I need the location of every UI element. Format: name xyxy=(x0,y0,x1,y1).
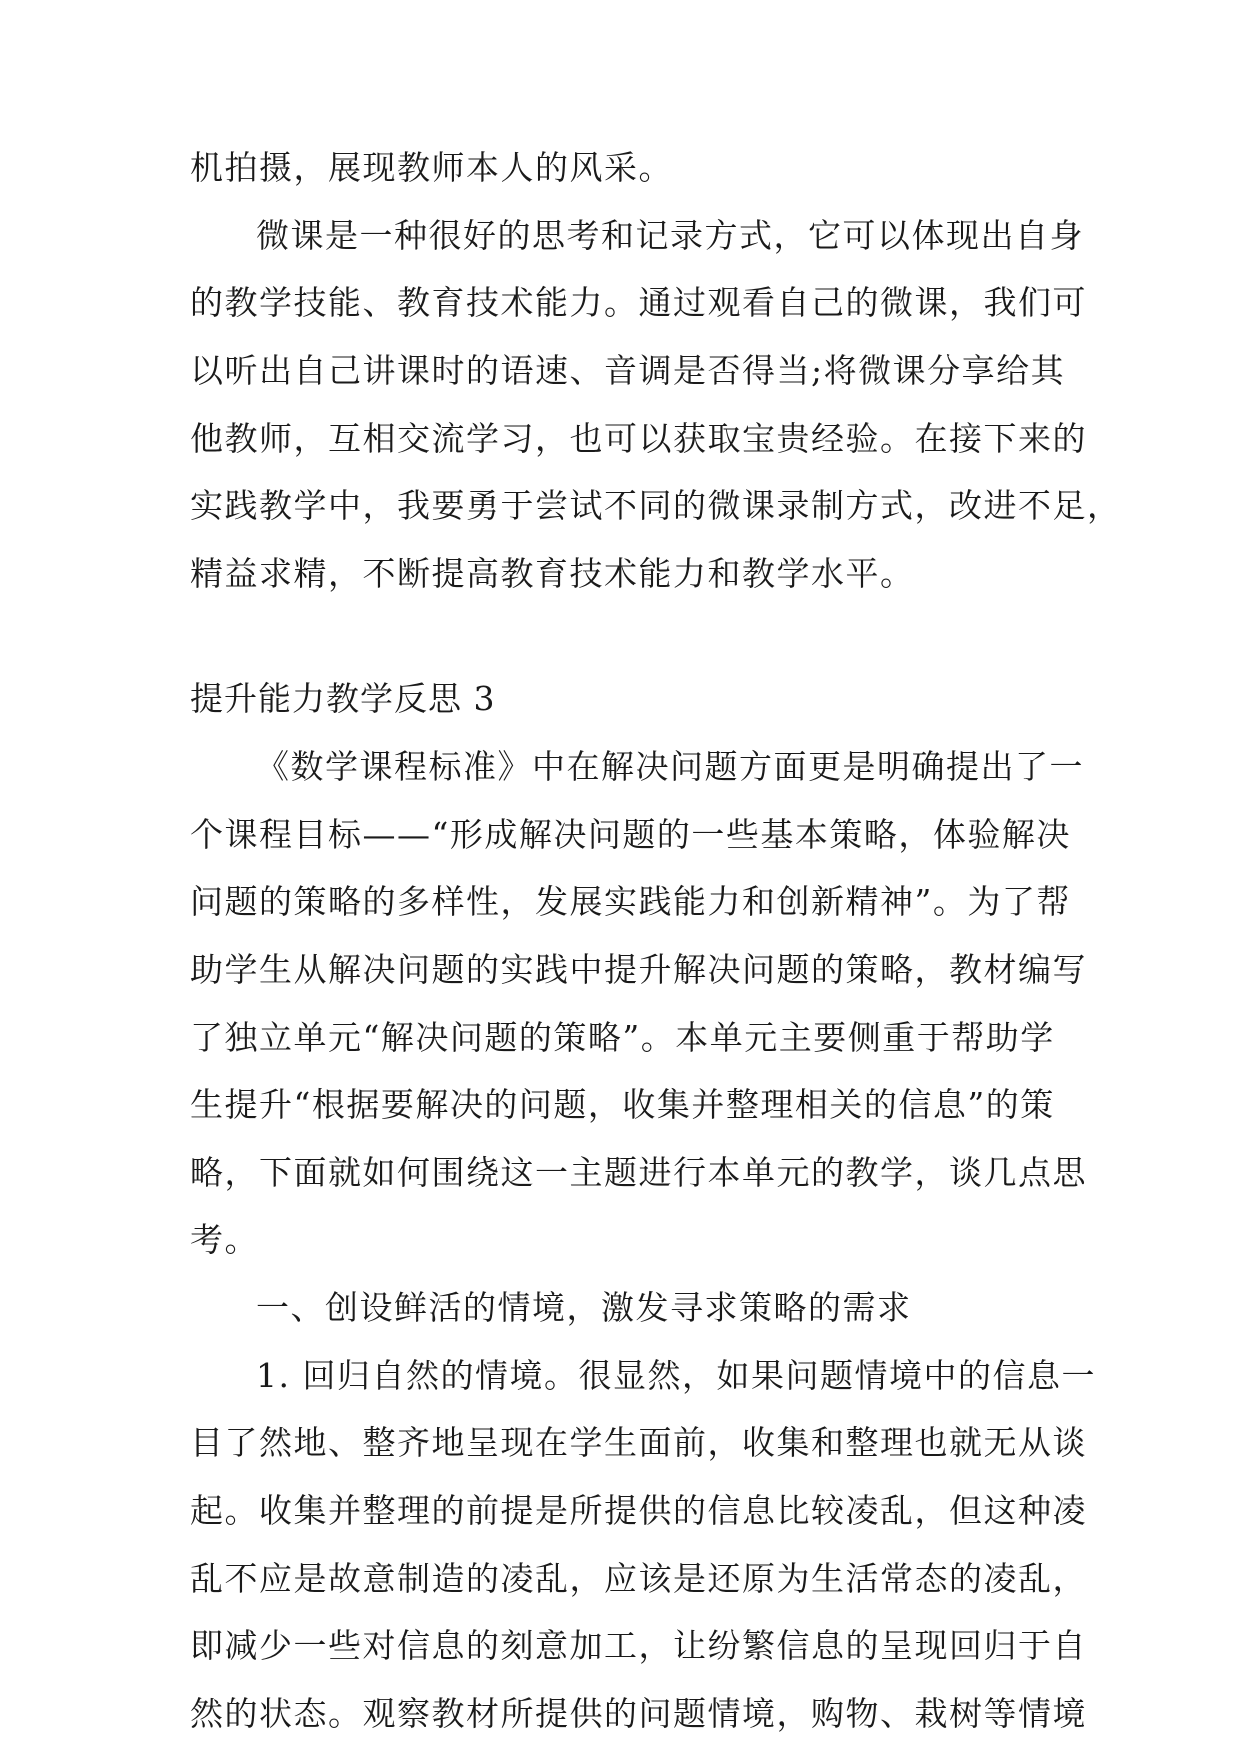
paragraph-line: 以听出自己讲课时的语速、音调是否得当;将微课分享给其 xyxy=(190,350,1066,390)
paragraph-line: 机拍摄，展现教师本人的风采。 xyxy=(190,148,673,187)
section-heading: 提升能力教学反思 3 xyxy=(190,679,496,719)
paragraph-line: 助学生从解决问题的实践中提升解决问题的策略，教材编写 xyxy=(190,949,1087,989)
paragraph-line: 问题的策略的多样性，发展实践能力和创新精神”。为了帮 xyxy=(190,882,1071,922)
paragraph-line: 的教学技能、教育技术能力。通过观看自己的微课，我们可 xyxy=(190,283,1087,323)
paragraph-line: 1. 回归自然的情境。很显然，如果问题情境中的信息一 xyxy=(256,1355,1096,1395)
paragraph-line: 考。 xyxy=(190,1220,259,1260)
paragraph-line: 即减少一些对信息的刻意加工，让纷繁信息的呈现回归于自 xyxy=(190,1626,1087,1666)
paragraph-line: 目了然地、整齐地呈现在学生面前，收集和整理也就无从谈 xyxy=(190,1423,1087,1463)
paragraph-line: 《数学课程标准》中在解决问题方面更是明确提出了一 xyxy=(256,746,1084,786)
paragraph-line: 生提升“根据要解决的问题，收集并整理相关的信息”的策 xyxy=(190,1085,1055,1125)
paragraph-line: 个课程目标——“形成解决问题的一些基本策略，体验解决 xyxy=(190,814,1071,854)
paragraph-line: 了独立单元“解决问题的策略”。本单元主要侧重于帮助学 xyxy=(190,1017,1055,1057)
paragraph-line: 他教师，互相交流学习，也可以获取宝贵经验。在接下来的 xyxy=(190,418,1087,458)
paragraph-line: 微课是一种很好的思考和记录方式，它可以体现出自身 xyxy=(256,215,1084,255)
paragraph-line: 精益求精，不断提高教育技术能力和教学水平。 xyxy=(190,553,915,593)
paragraph-line: 略，下面就如何围绕这一主题进行本单元的教学，谈几点思 xyxy=(190,1152,1087,1192)
paragraph-line: 实践教学中，我要勇于尝试不同的微课录制方式，改进不足， xyxy=(190,486,1122,526)
paragraph-line: 然的状态。观察教材所提供的问题情境，购物、栽树等情境 xyxy=(190,1694,1087,1733)
paragraph-line: 起。收集并整理的前提是所提供的信息比较凌乱，但这种凌 xyxy=(190,1491,1087,1531)
subsection-heading: 一、创设鲜活的情境，激发寻求策略的需求 xyxy=(256,1288,912,1328)
paragraph-line: 乱不应是故意制造的凌乱，应该是还原为生活常态的凌乱， xyxy=(190,1558,1087,1598)
